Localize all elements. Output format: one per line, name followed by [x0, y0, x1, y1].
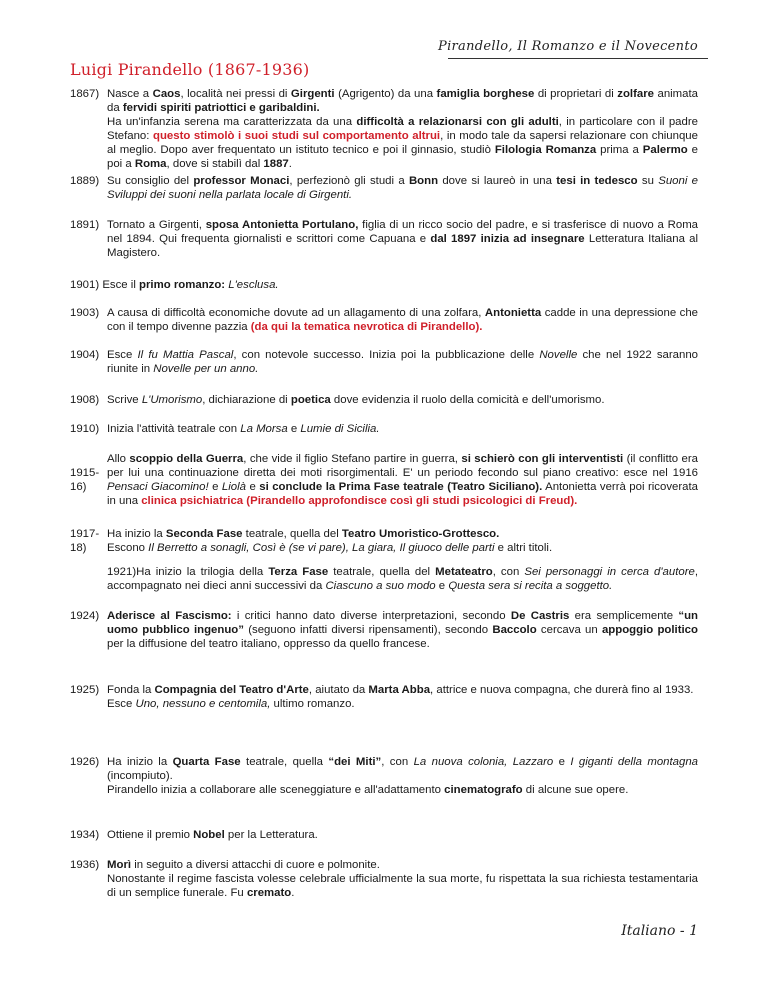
timeline-entry-1891: [70, 218, 698, 260]
bold-text: sposa Antonietta Portulano,: [205, 219, 359, 231]
italic-text: La Morsa: [240, 423, 288, 435]
timeline-entry-1867: [70, 87, 698, 172]
bold-text: Seconda Fase: [165, 528, 243, 540]
bold-text: Caos: [152, 88, 181, 100]
italic-text: Lumie di Sicilia.: [300, 423, 380, 435]
bold-text: difficoltà a relazionarsi con gli adulti: [356, 116, 559, 129]
plain-text: Ottiene il premio: [107, 829, 194, 841]
entry-year: 1934): [70, 829, 100, 841]
plain-text: Letteratura Italiana al Magistero.: [107, 233, 698, 260]
plain-text: Nasce a: [107, 88, 153, 100]
entry-text: [107, 306, 698, 334]
plain-text: e: [245, 481, 260, 494]
bold-text: tesi in tedesco: [556, 175, 638, 187]
bold-text: “un uomo pubblico ingenuo”: [107, 610, 698, 637]
plain-text: che nel 1922 saranno riunite in: [107, 349, 698, 376]
bold-text: Nobel: [193, 829, 225, 841]
plain-text: A causa di difficoltà economiche dovute ad un allagamento di una zolfara,: [107, 307, 485, 319]
italic-text: Il Berretto a sonagli, Così è (se vi pare), La giara, Il giuoco delle parti: [148, 542, 495, 555]
plain-text: Fonda la: [107, 684, 155, 696]
plain-text: di alcune sue opere.: [522, 784, 629, 797]
plain-text: , accompagnato nei dieci anni successivi da: [107, 566, 699, 593]
timeline-entry-1934: [70, 828, 698, 842]
bold-text: appoggio politico: [601, 624, 698, 637]
entry-text: [107, 174, 698, 202]
bold-text: cremato: [246, 887, 292, 900]
entry-text: [70, 278, 698, 292]
plain-text: e poi a: [107, 144, 699, 171]
plain-text: era semplicemente: [569, 610, 679, 622]
plain-text: , località nei pressi di: [180, 88, 291, 100]
bold-text: Morì: [107, 859, 132, 871]
italic-text: Suoni e Sviluppi dei suoni nella parlata locale di Girgenti.: [107, 175, 698, 202]
timeline-entry-1936: [70, 858, 698, 900]
italic-text: Sei personaggi in cerca d'autore: [524, 566, 695, 578]
plain-text: (il conflitto era per lui una continuazione diretta dei moti risorgimentali. E' un periodo fecondo sul piano creativo: esce nel 1916: [107, 453, 698, 480]
plain-text: per la Letteratura.: [224, 829, 318, 841]
bold-text: De Castris: [510, 610, 570, 622]
timeline-entry-1889: [70, 174, 698, 202]
entry-text: [107, 828, 698, 842]
bold-text: Bonn: [408, 175, 439, 187]
plain-text: dove evidenzia il ruolo della comicità e dell'umorismo.: [330, 394, 605, 406]
bold-text: si conclude la Prima Fase teatrale (Teatro Siciliano).: [259, 481, 543, 494]
bold-text: Terza Fase: [268, 566, 329, 578]
page-title: Luigi Pirandello (1867-1936): [70, 60, 310, 79]
plain-text: cadde in una depressione che con il tempo divenne pazzia: [107, 307, 699, 334]
entry-year: 1889): [70, 175, 100, 187]
italic-text: La nuova colonia, Lazzaro: [413, 756, 554, 768]
highlight-text: clinica psichiatrica (Pirandello approfondisce così gli studi psicologici di Freud).: [141, 495, 578, 508]
plain-text: e: [208, 481, 222, 494]
plain-text: Ha inizio la: [107, 528, 166, 540]
entry-text: [107, 393, 698, 407]
plain-text: .: [288, 158, 292, 171]
italic-text: Liolà: [221, 481, 246, 494]
plain-text: per la diffusione del teatro italiano, oppresso da quello francese.: [107, 638, 430, 651]
bold-text: cinematografo: [444, 784, 523, 797]
entry-body: [102, 279, 278, 291]
header-rule: [448, 58, 708, 59]
bold-text: Girgenti: [290, 88, 335, 100]
timeline-entry-1917-18: [70, 527, 698, 555]
entry-text: [107, 348, 698, 376]
plain-text: e: [287, 423, 301, 435]
plain-text: in seguito a diversi attacchi di cuore e polmonite.: [131, 859, 380, 871]
plain-text: di proprietari di: [534, 88, 618, 100]
bold-text: “dei Miti”: [328, 756, 382, 768]
italic-text: Uno, nessuno e centomila,: [135, 698, 271, 711]
italic-text: Novelle: [539, 349, 578, 361]
bold-text: Palermo: [642, 144, 688, 157]
timeline-entry-1921: [107, 565, 698, 593]
entry-year: 1891): [70, 219, 100, 231]
plain-text: teatrale, quella del: [242, 528, 342, 540]
plain-text: ultimo romanzo.: [270, 698, 355, 711]
italic-text: Questa sera si recita a soggetto.: [448, 580, 613, 593]
italic-text: Il fu Mattia Pascal: [137, 349, 234, 361]
entry-year: 1924): [70, 610, 100, 622]
plain-text: Allo: [107, 453, 130, 465]
bold-text: famiglia borghese: [436, 88, 535, 100]
plain-text: i critici hanno dato diverse interpretazioni, secondo: [231, 610, 511, 622]
timeline-entry-1910: [70, 422, 698, 436]
bold-text: Roma: [134, 158, 167, 171]
plain-text: Ha inizio la: [107, 756, 173, 768]
bold-text: scoppio della Guerra: [129, 453, 244, 465]
bold-text: dal 1897 inizia ad insegnare: [430, 233, 585, 246]
entry-text: [107, 755, 698, 797]
entry-year: 1925): [70, 684, 100, 696]
entry-text: [107, 87, 698, 172]
italic-text: Ciascuno a suo modo: [325, 580, 436, 593]
plain-text: su: [637, 175, 659, 187]
entry-year: 1915- 16): [70, 467, 100, 494]
entry-year: 1867): [70, 88, 100, 100]
plain-text: .: [291, 887, 295, 900]
plain-text: animata da: [107, 88, 699, 115]
timeline-entry-1901: [70, 278, 698, 292]
plain-text: , con: [492, 566, 525, 578]
entry-text: [107, 527, 698, 555]
bold-text: Compagnia del Teatro d'Arte: [154, 684, 309, 696]
entry-text: [107, 609, 698, 651]
plain-text: , con notevole successo. Inizia poi la pubblicazione delle: [233, 349, 540, 361]
plain-text: Esce: [107, 698, 136, 711]
plain-text: , dichiarazione di: [202, 394, 291, 406]
plain-text: Antonietta verrà poi ricoverata in una: [107, 481, 698, 508]
bold-text: professor Monaci: [193, 175, 290, 187]
bold-text: poetica: [290, 394, 331, 406]
plain-text: (Agrigento) da una: [334, 88, 437, 100]
plain-text: teatrale, quella del: [328, 566, 436, 578]
entry-year: 1904): [70, 349, 100, 361]
bold-text: fervidi spiriti patriottici e garibaldini.: [122, 102, 320, 115]
entry-text: [107, 218, 698, 260]
plain-text: dove si laureò in una: [438, 175, 557, 187]
plain-text: Inizia l'attività teatrale con: [107, 423, 241, 435]
plain-text: e: [435, 580, 449, 593]
plain-text: e: [553, 756, 571, 768]
entry-text: [107, 565, 698, 593]
timeline-entry-1908: [70, 393, 698, 407]
bold-text: Marta Abba: [368, 684, 431, 696]
plain-text: Esce il: [102, 279, 140, 291]
bold-text: Aderisce al Fascismo:: [107, 610, 232, 622]
bold-text: Filologia Romanza: [494, 144, 597, 157]
timeline-entry-1924: [70, 609, 698, 651]
bold-text: zolfare: [617, 88, 654, 100]
bold-text: si schierò con gli interventisti: [461, 453, 624, 465]
plain-text: , con: [381, 756, 414, 768]
plain-text: Tornato a Girgenti,: [107, 219, 206, 231]
bold-text: Teatro Umoristico-Grottesco.: [341, 528, 500, 540]
plain-text: (incompiuto).: [107, 770, 173, 783]
plain-text: Esce: [107, 349, 138, 361]
plain-text: , in particolare con il padre Stefano:: [107, 116, 698, 143]
timeline-entry-1925: [70, 683, 698, 711]
plain-text: Pirandello inizia a collaborare alle sceneggiature e all'adattamento: [107, 784, 445, 797]
entry-text: [107, 452, 698, 508]
plain-text: figlia di un ricco socio del padre, e si trasferisce di nuovo a Roma nel 1894. Qui frequenta giornalisti e scrittori come Capuana e: [107, 219, 699, 246]
italic-text: Pensaci Giacomino!: [107, 481, 209, 494]
plain-text: e altri titoli.: [494, 542, 553, 555]
entry-year: 1910): [70, 423, 100, 435]
timeline-entry-1903: [70, 306, 698, 334]
plain-text: teatrale, quella: [240, 756, 329, 768]
entry-year: 1903): [70, 307, 100, 319]
entry-text: [107, 683, 698, 711]
highlight-text: (da qui la tematica nevrotica di Pirandello).: [250, 321, 483, 334]
italic-text: L'esclusa.: [228, 279, 279, 291]
entry-year: 1926): [70, 756, 100, 768]
plain-text: Nonostante il regime fascista volesse celebrale ufficialmente la sua morte, fu rispettata la sua richiesta testamentaria di un semplice funerale. Fu: [107, 873, 698, 900]
plain-text: , aiutato da: [308, 684, 369, 696]
bold-text: Quarta Fase: [172, 756, 241, 768]
italic-text: Novelle per un anno.: [153, 363, 259, 376]
timeline-entry-1926: [70, 755, 698, 797]
plain-text: , attrice e nuova compagna, che durerà fino al 1933.: [430, 684, 694, 696]
plain-text: (seguono infatti diversi ripensamenti), secondo: [243, 624, 493, 637]
italic-text: I giganti della montagna: [570, 756, 699, 768]
bold-text: Metateatro: [435, 566, 493, 578]
plain-text: , che vide il figlio Stefano partire in guerra,: [243, 453, 462, 465]
bold-text: Antonietta: [484, 307, 542, 319]
entry-year: 1936): [70, 859, 100, 871]
plain-text: , dove si stabilì dal: [166, 158, 264, 171]
timeline-entry-1915-16: [70, 452, 698, 508]
plain-text: Ha un'infanzia serena ma caratterizzata da una: [107, 116, 357, 129]
plain-text: cercava un: [536, 624, 602, 637]
plain-text: prima a: [596, 144, 643, 157]
plain-text: Escono: [107, 542, 149, 555]
bold-text: primo romanzo:: [139, 279, 226, 291]
bold-text: Baccolo: [492, 624, 537, 637]
highlight-text: questo stimolò i suoi studi sul comportamento altrui: [153, 130, 441, 143]
plain-text: 1921)Ha inizio la trilogia della: [107, 566, 269, 578]
entry-text: [107, 858, 698, 900]
plain-text: , in modo tale da sapersi relazionare con chiunque al meglio. Dopo aver frequentato un istituto tecnico e poi il ginnasio, studiò: [107, 130, 698, 157]
running-header: Pirandello, Il Romanzo e il Novecento: [438, 39, 698, 54]
italic-text: L'Umorismo: [141, 394, 203, 406]
plain-text: Su consiglio del: [107, 175, 194, 187]
page-number: Italiano - 1: [621, 923, 698, 939]
entry-year: 1901): [70, 279, 100, 291]
entry-year: 1908): [70, 394, 100, 406]
entry-year: 1917- 18): [70, 528, 100, 555]
entry-text: [107, 422, 698, 436]
plain-text: Scrive: [107, 394, 142, 406]
timeline-entry-1904: [70, 348, 698, 376]
plain-text: , perfezionò gli studi a: [289, 175, 409, 187]
bold-text: 1887: [263, 158, 289, 171]
